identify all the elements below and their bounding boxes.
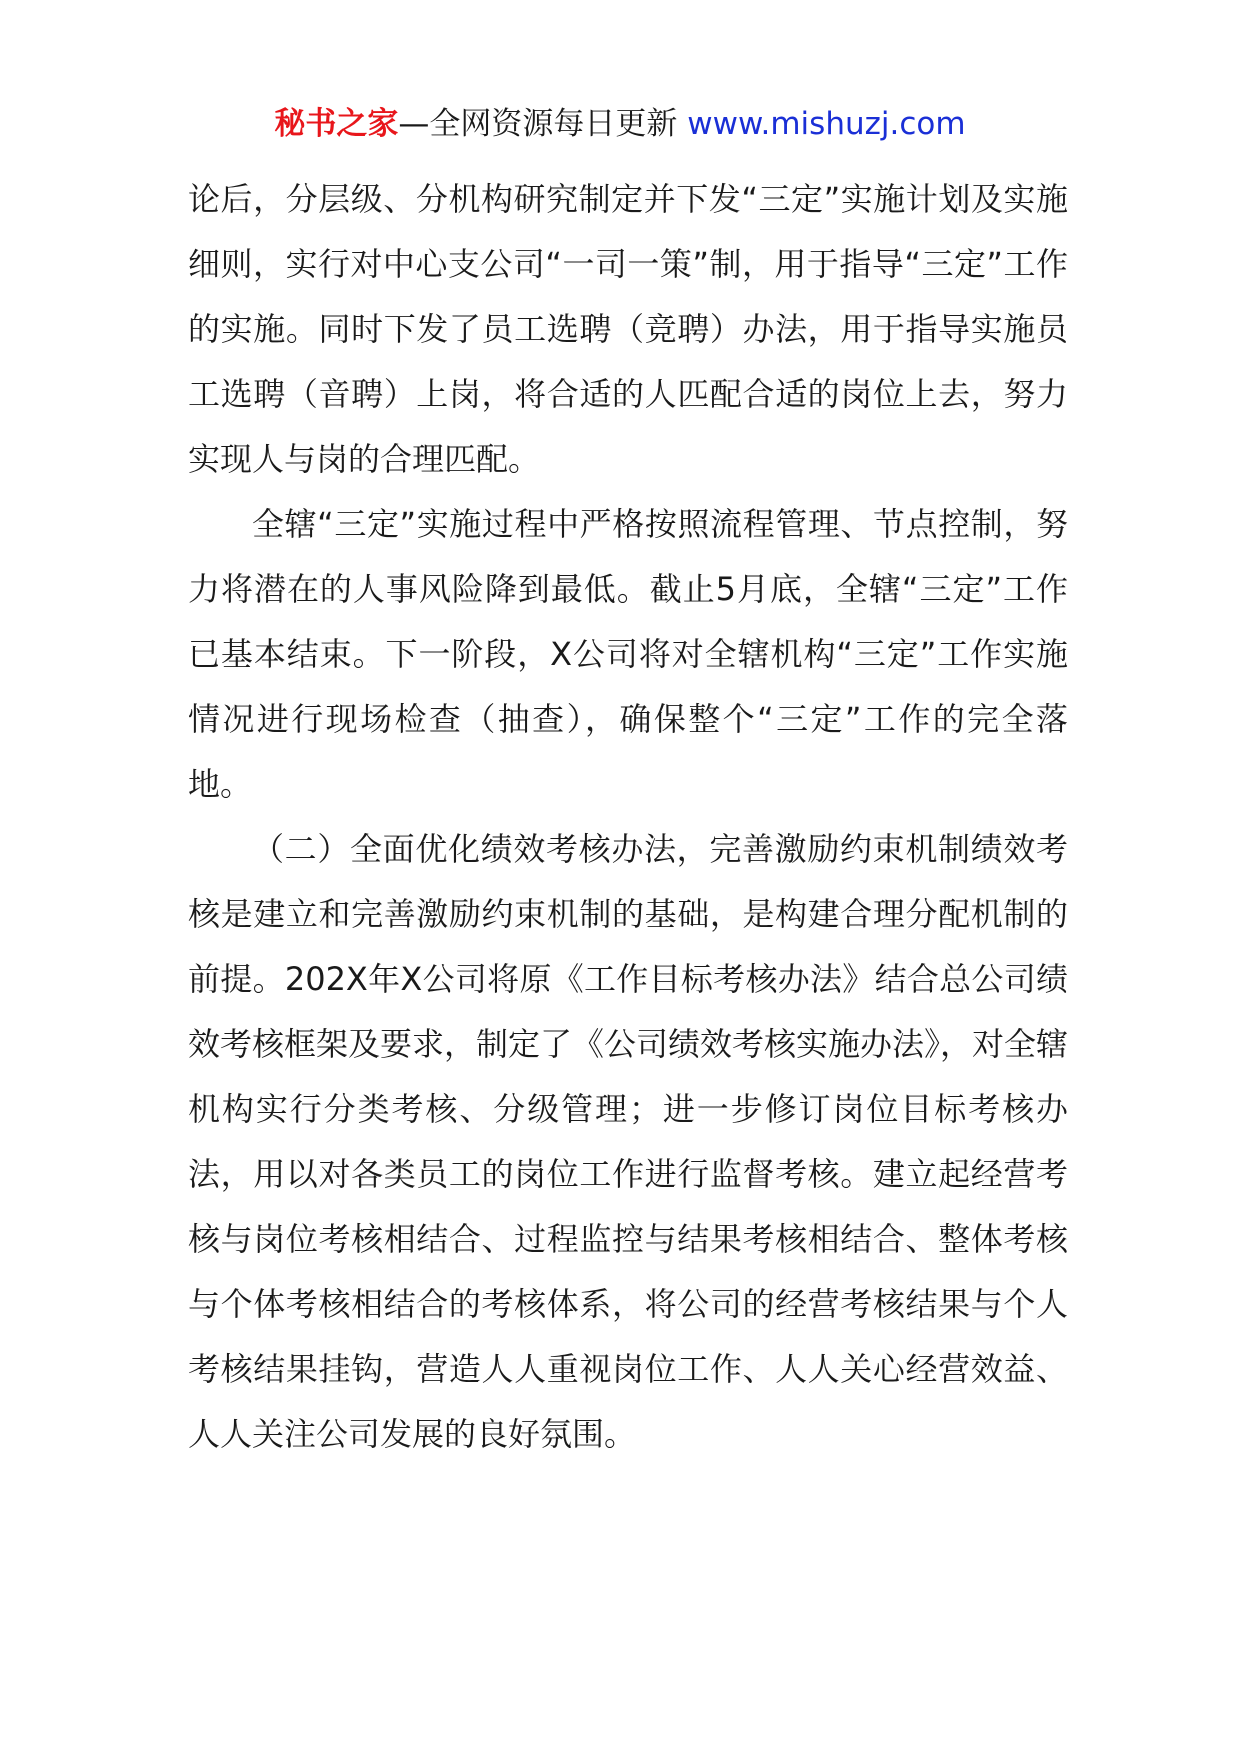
paragraph-performance-assessment: （二）全面优化绩效考核办法，完善激励约束机制绩效考核是建立和完善激励约束机制的基础，是构建合理分配机制的前提。202X年X公司将原《工作目标考核办法》结合总公司绩效考核框架及要求，制定了《公司绩效考核实施办法》，对全辖机构实行分类考核、分级管理；进一步修订岗位目标考核办法，用以对各类员工的岗位工作进行监督考核。建立起经营考核与岗位考核相结合、过程监控与结果考核相结合、整体考核与个体考核相结合的考核体系，将公司的经营考核结果与个人考核结果挂钩，营造人人重视岗位工作、人人关心经营效益、人人关注公司发展的良好氛围。 (188, 830, 1069, 1453)
document-body (188, 167, 1068, 1467)
header-tagline: —全网资源每日更新 (398, 106, 678, 142)
paragraph-three-fix-implementation: 全辖“三定”实施过程中严格按照流程管理、节点控制，努力将潜在的人事风险降到最低。截止5月底，全辖“三定”工作已基本结束。下一阶段，X公司将对全辖机构“三定”工作实施情况进行现场检查（抽查），确保整个“三定”工作的完全落地。 (188, 505, 1068, 803)
header-website-link[interactable]: www.mishuzj.com (687, 106, 966, 142)
header-brand: 秘书之家 (274, 106, 399, 142)
page-header (0, 100, 1240, 148)
paragraph-continuation: 论后，分层级、分机构研究制定并下发“三定”实施计划及实施细则，实行对中心支公司“一司一策”制，用于指导“三定”工作的实施。同时下发了员工选聘（竞聘）办法，用于指导实施员工选聘（音聘）上岗，将合适的人匹配合适的岗位上去，努力实现人与岗的合理匹配。 (188, 180, 1068, 478)
